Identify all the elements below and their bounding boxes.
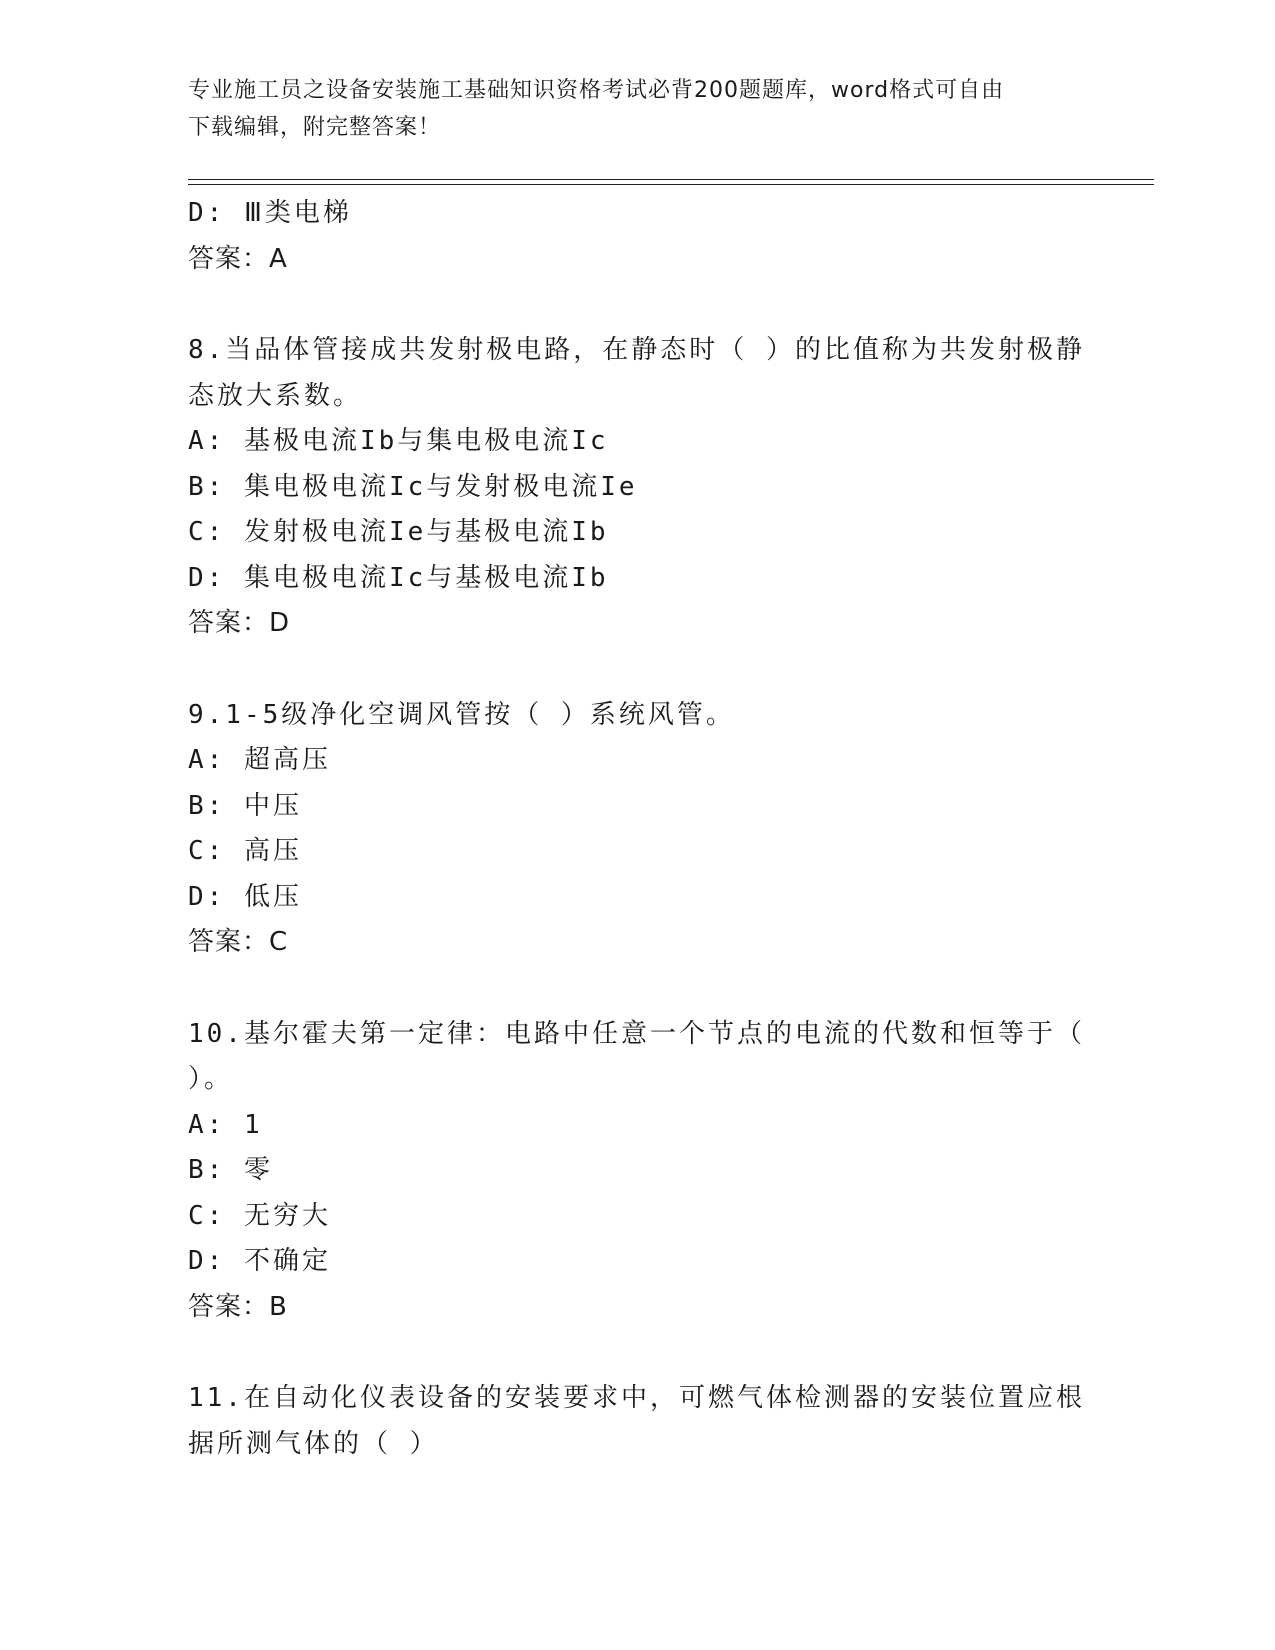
option-b: B: 零 xyxy=(188,1155,273,1185)
question-text-cont: 态放大系数。 xyxy=(188,380,363,411)
question-text: 11.在自动化仪表设备的安装要求中，可燃气体检测器的安装位置应根 xyxy=(188,1383,1085,1413)
prev-answer: 答案：A xyxy=(188,243,288,274)
document-body xyxy=(188,191,1088,1467)
question-10 xyxy=(188,1012,1088,1331)
spacer xyxy=(188,282,1088,328)
question-text-cont: 据所测气体的（ ） xyxy=(188,1428,439,1459)
prev-option-d: D: Ⅲ类电梯 xyxy=(188,198,352,228)
option-a: A: 超高压 xyxy=(188,745,331,775)
question-11 xyxy=(188,1376,1088,1467)
question-9 xyxy=(188,693,1088,966)
answer: 答案：C xyxy=(188,927,289,957)
question-8 xyxy=(188,328,1088,647)
spacer xyxy=(188,647,1088,693)
header-line-1: 专业施工员之设备安装施工基础知识资格考试必背200题题库，word格式可自由 xyxy=(188,78,1005,103)
header-rule-top xyxy=(188,179,1154,180)
header-rule-bottom xyxy=(188,184,1154,185)
spacer xyxy=(188,966,1088,1012)
option-c: C: 无穷大 xyxy=(188,1200,331,1231)
option-a: A: 1 xyxy=(188,1109,263,1140)
question-text: 8.当品体管接成共发射极电路，在静态时（ ）的比值称为共发射极静 xyxy=(188,335,1085,365)
question-text-cont: ）。 xyxy=(188,1064,234,1094)
answer: 答案：D xyxy=(188,608,291,638)
spacer xyxy=(188,1330,1088,1376)
option-d: D: 集电极电流Ic与基极电流Ib xyxy=(188,562,609,593)
option-b: B: 集电极电流Ic与发射极电流Ie xyxy=(188,471,638,502)
answer: 答案：B xyxy=(188,1291,288,1322)
option-c: C: 高压 xyxy=(188,836,302,866)
document-header xyxy=(188,72,1068,146)
question-text: 10.基尔霍夫第一定律：电路中任意一个节点的电流的代数和恒等于（ xyxy=(188,1018,1085,1049)
option-b: B: 中压 xyxy=(188,790,302,821)
header-line-2: 下载编辑，附完整答案！ xyxy=(188,115,442,140)
option-d: D: 不确定 xyxy=(188,1246,331,1276)
question-text: 9.1-5级净化空调风管按（ ）系统风管。 xyxy=(188,699,735,730)
option-a: A: 基极电流Ib与集电极电流Ic xyxy=(188,426,609,456)
option-d: D: 低压 xyxy=(188,881,302,912)
option-c: C: 发射极电流Ie与基极电流Ib xyxy=(188,517,609,547)
